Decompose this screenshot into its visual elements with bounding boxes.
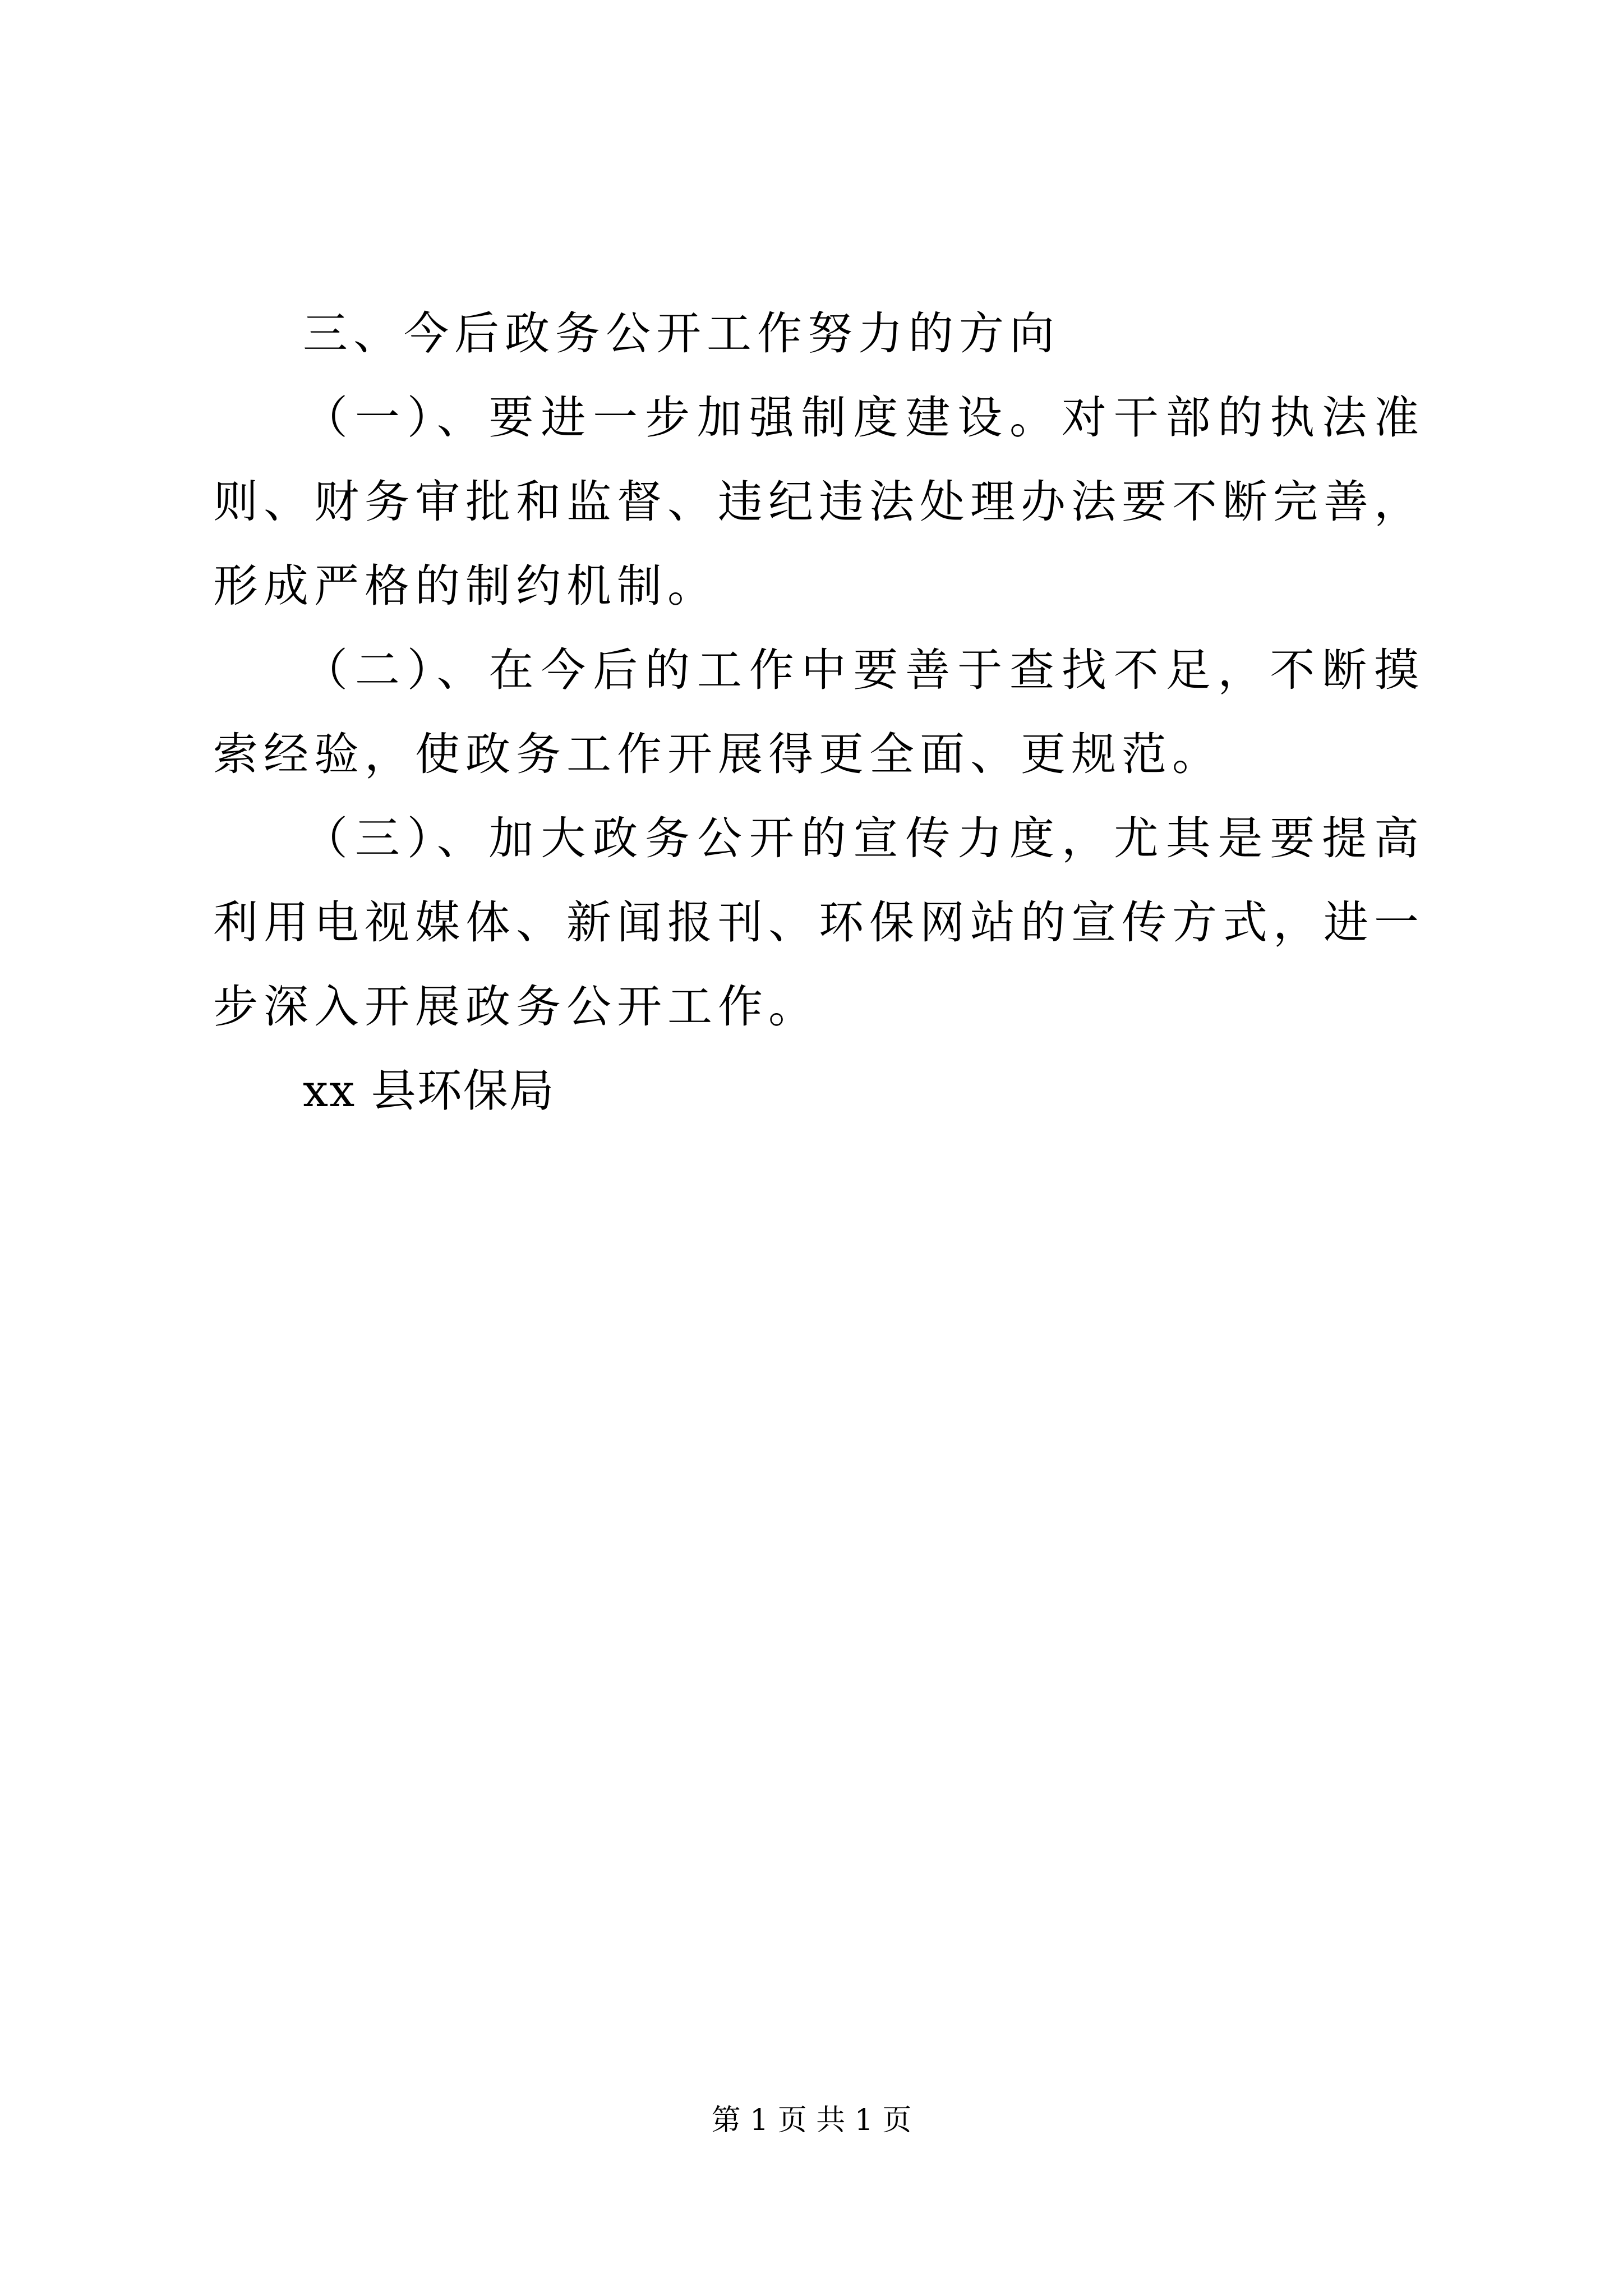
section-heading: 三、今后政务公开工作努力的方向	[303, 307, 1060, 360]
document-body	[213, 292, 1424, 1133]
paragraph-2: （二）、在今后的工作中要善于查找不足，不断摸索经验，使政务工作开展得更全面、更规范。	[213, 644, 1424, 780]
signature: xx 县环保局	[303, 1065, 555, 1117]
paragraph-3: （三）、加大政务公开的宣传力度，尤其是要提高利用电视媒体、新闻报刊、环保网站的宣传方式，进一步深入开展政务公开工作。	[213, 812, 1424, 1033]
page-footer: 第 1 页 共 1 页	[711, 2104, 912, 2137]
paragraph-1: （一）、要进一步加强制度建设。对干部的执法准则、财务审批和监督、违纪违法处理办法要不断完善，形成严格的制约机制。	[213, 392, 1424, 612]
